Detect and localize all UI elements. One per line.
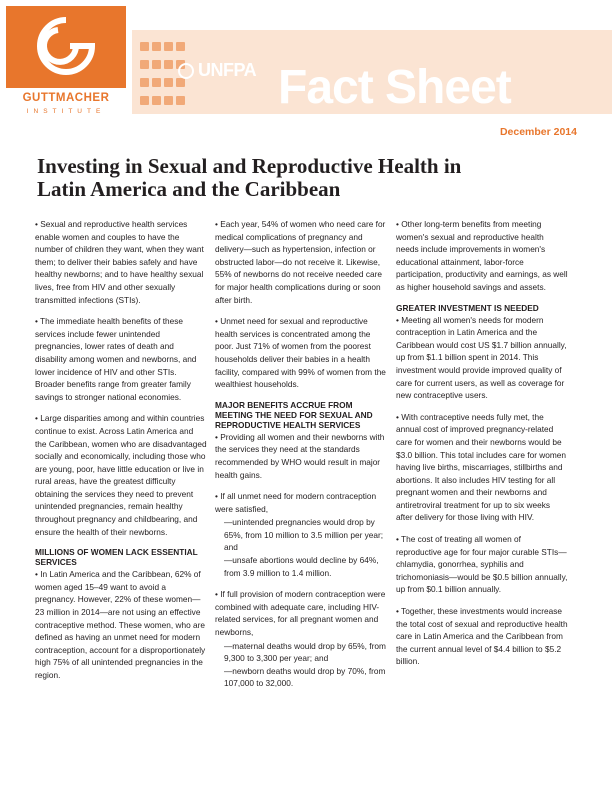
logo-subtitle: INSTITUTE [26, 108, 106, 115]
indented-item: —unsafe abortions would decline by 64%, from 3.9 million to 1.4 million. [224, 555, 379, 578]
paragraph: • Providing all women and their newborns with the services they need at the standards recommended by WHO would result in major health gains. [215, 431, 385, 480]
indented-item: —newborn deaths would drop by 70%, from 107,000 to 32,000. [224, 665, 386, 689]
guttmacher-logo-mark [6, 6, 126, 88]
section-heading: MILLIONS OF WOMEN LACK ESSENTIAL SERVICES [35, 547, 198, 568]
section-heading: MAJOR BENEFITS ACCRUE FROM MEETING THE NEED FOR SEXUAL AND REPRODUCTIVE HEALTH SERVICES [215, 399, 373, 430]
page-title [37, 155, 577, 201]
paragraph: • Other long-term benefits from meeting women's sexual and reproductive health needs include improvements in women's educational attainment, labor-force participation, productivity and earnings, as well as higher household savings and assets. [396, 219, 568, 292]
section-heading: GREATER INVESTMENT IS NEEDED [396, 302, 539, 313]
paragraph: • Each year, 54% of women who need care for medical complications of pregnancy and delivery—such as hypertension, infection or obstructed labor—do not receive it. Likewise, 55% of newborns do not receive needed care for major health complications during or soon after birth. [215, 219, 386, 305]
paragraph: • Together, these investments would increase the total cost of sexual and reproductive health care in Latin America and the Caribbean from the current annual level of $4.4 billion to $5.2 billion. [396, 606, 568, 667]
logo-name: GUTTMACHER [22, 92, 110, 104]
indented-item: —unintended pregnancies would drop by 65%, from 10 million to 3.5 million per year; and [224, 517, 384, 553]
paragraph: • In Latin America and the Caribbean, 62% of women aged 15–49 want to avoid a pregnancy. However, 22% of these women—23 million in 2014—are not using an effective contraceptive method. These women, who are defined as having an unmet need for modern contraception, account for a disproportionately high 75% of all unintended pregnancies in the region. [35, 569, 206, 680]
column-1 [35, 218, 207, 691]
unfpa-emblem-icon [178, 63, 194, 79]
paragraph: • Unmet need for sexual and reproductive health services is concentrated among the poor. Just 71% of women from the poorest households deliver their babies in a health facility, compared with 99% of women from the wealthiest households. [215, 316, 386, 390]
indented-item: —maternal deaths would drop by 65%, from 9,300 to 3,300 per year; and [224, 640, 386, 664]
paragraph: • The immediate health benefits of these services include fewer unintended pregnancies, lower rates of death and disability among women and newborns, and lower incidence of HIV and other STIs. Broader benefits range from greater family savings to stronger national economies. [35, 316, 197, 402]
paragraph: • With contraceptive needs fully met, the annual cost of improved pregnancy-related care for women and their newborns would be $3.0 billion. This total includes care for women having live births, miscarriages, stillbirths and abortions. It also includes HIV testing for all pregnant women and their newborns and antiretroviral treatment for up to six weeks after delivery for those living with HIV. [396, 411, 567, 523]
paragraph: • Sexual and reproductive health services enable women and couples to have the number of children they want, when they want them; to deliver their babies safely and have healthy newborns; and to have healthy sexual lives, free from HIV and other sexually transmitted infections (STIs). [35, 219, 204, 305]
logo-swirl-icon [6, 6, 126, 88]
paragraph: • Meeting all women's needs for modern contraception in Latin America and the Caribbean would cost US $1.7 billion annually, up from $1.1 billion spent in 2014. This investment would provide improved quality of care for current users, as well as coverage for new contraceptive users. [396, 314, 567, 401]
partner-logo: UNFPA [198, 60, 257, 80]
paragraph: • Large disparities among and within countries continue to exist. Across Latin America and the Caribbean, women who are disadvantaged socially and economically, including those who are young, poor, have little education or live in rural areas, have the greatest difficulty obtaining the services they need to prevent unintended pregnancies, remain healthy throughout pregnancy and childbearing, and ensure the health of their newborns. [35, 413, 207, 537]
publication-date: December 2014 [499, 126, 577, 138]
paragraph: • If full provision of modern contraception were combined with adequate care, including HIV-related services, for all pregnant women and newborns, [215, 589, 386, 638]
column-2 [215, 218, 387, 690]
document-type: Fact Sheet [278, 61, 511, 114]
page-title-line-2: Latin America and the Caribbean [37, 177, 341, 201]
column-3 [396, 218, 568, 677]
page-title-line-1: Investing in Sexual and Reproductive Health in [37, 154, 462, 178]
paragraph: • If all unmet need for modern contraception were satisfied, [215, 491, 377, 514]
paragraph: • The cost of treating all women of reproductive age for four major curable STIs—chlamydia, gonorrhea, syphilis and trichomoniasis—would be $0.5 billion annually, up from $0.1 billion annually. [396, 534, 568, 595]
